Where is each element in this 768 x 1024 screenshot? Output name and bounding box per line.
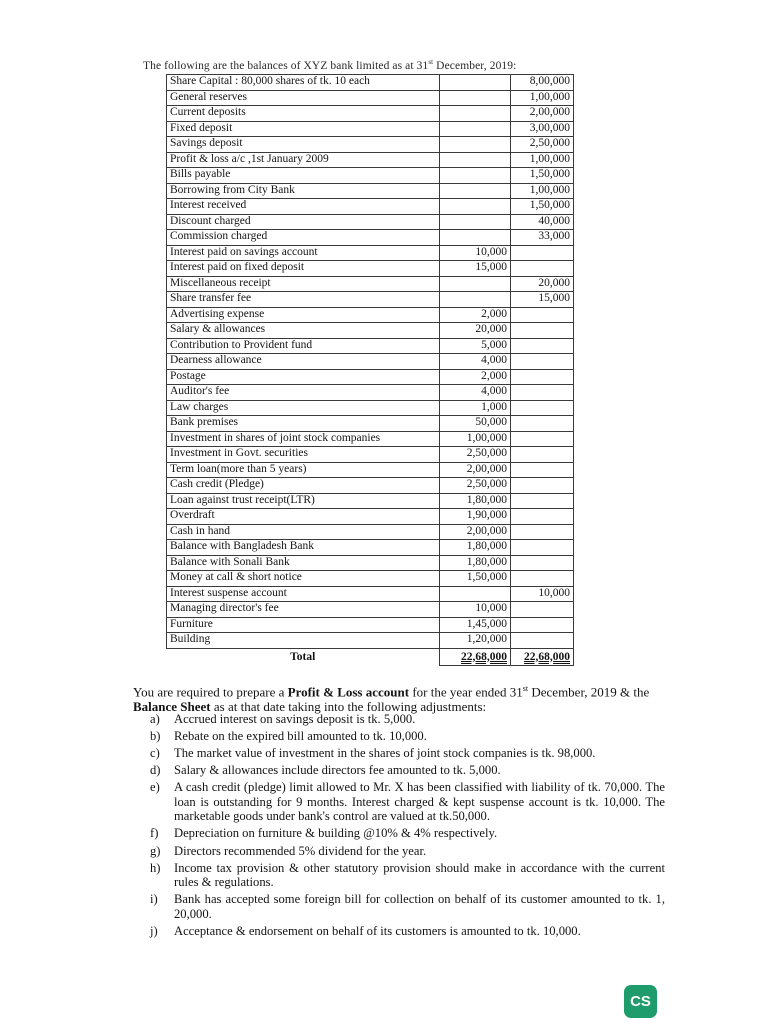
list-item bbox=[150, 763, 665, 778]
row-credit: 15,000 bbox=[511, 292, 574, 308]
adjustment-marker: c) bbox=[150, 746, 160, 761]
row-credit bbox=[511, 478, 574, 494]
trial-balance-table bbox=[166, 74, 574, 666]
row-particular: Profit & loss a/c ,1st January 2009 bbox=[167, 152, 440, 168]
row-debit: 2,50,000 bbox=[440, 478, 511, 494]
row-credit: 40,000 bbox=[511, 214, 574, 230]
table-row bbox=[167, 230, 574, 246]
table-row bbox=[167, 555, 574, 571]
row-debit bbox=[440, 183, 511, 199]
row-particular: Investment in Govt. securities bbox=[167, 447, 440, 463]
row-debit: 4,000 bbox=[440, 385, 511, 401]
list-item bbox=[150, 712, 665, 727]
table-row bbox=[167, 261, 574, 277]
row-debit bbox=[440, 90, 511, 106]
row-credit bbox=[511, 261, 574, 277]
table-row bbox=[167, 338, 574, 354]
table-row bbox=[167, 586, 574, 602]
row-credit bbox=[511, 416, 574, 432]
row-credit bbox=[511, 509, 574, 525]
row-particular: Balance with Bangladesh Bank bbox=[167, 540, 440, 556]
row-credit: 2,00,000 bbox=[511, 106, 574, 122]
row-debit bbox=[440, 137, 511, 153]
row-credit bbox=[511, 245, 574, 261]
row-debit: 2,000 bbox=[440, 307, 511, 323]
list-item bbox=[150, 729, 665, 744]
adjustment-text: Bank has accepted some foreign bill for collection on behalf of its customer amounted to tk. 1, 20,000. bbox=[174, 892, 665, 921]
row-particular: Postage bbox=[167, 369, 440, 385]
adjustment-text: Salary & allowances include directors fee amounted to tk. 5,000. bbox=[174, 763, 501, 778]
list-item bbox=[150, 861, 665, 890]
row-particular: Advertising expense bbox=[167, 307, 440, 323]
total-row bbox=[167, 648, 574, 666]
row-debit bbox=[440, 586, 511, 602]
table-row bbox=[167, 307, 574, 323]
adjustment-marker: j) bbox=[150, 923, 158, 938]
table-row bbox=[167, 416, 574, 432]
row-credit bbox=[511, 354, 574, 370]
total-label: Total bbox=[167, 648, 440, 666]
row-credit bbox=[511, 323, 574, 339]
row-debit: 10,000 bbox=[440, 602, 511, 618]
adjustment-text: Depreciation on furniture & building @10% & 4% respectively. bbox=[174, 826, 498, 841]
row-particular: Contribution to Provident fund bbox=[167, 338, 440, 354]
row-particular: Cash credit (Pledge) bbox=[167, 478, 440, 494]
row-credit bbox=[511, 524, 574, 540]
row-particular: Loan against trust receipt(LTR) bbox=[167, 493, 440, 509]
row-credit bbox=[511, 633, 574, 649]
row-particular: Salary & allowances bbox=[167, 323, 440, 339]
row-debit bbox=[440, 292, 511, 308]
camscanner-logo-icon: CS bbox=[624, 985, 657, 1018]
adjustment-marker: h) bbox=[150, 860, 161, 875]
row-credit bbox=[511, 571, 574, 587]
row-credit bbox=[511, 555, 574, 571]
table-row bbox=[167, 369, 574, 385]
row-particular: Managing director's fee bbox=[167, 602, 440, 618]
row-credit bbox=[511, 385, 574, 401]
list-item bbox=[150, 746, 665, 761]
table-row bbox=[167, 509, 574, 525]
task-profit-loss: Profit & Loss account bbox=[287, 684, 410, 700]
row-debit: 1,90,000 bbox=[440, 509, 511, 525]
row-credit: 20,000 bbox=[511, 276, 574, 292]
row-particular: Interest received bbox=[167, 199, 440, 215]
row-credit: 1,00,000 bbox=[511, 152, 574, 168]
table-row bbox=[167, 245, 574, 261]
row-credit bbox=[511, 307, 574, 323]
row-debit: 1,45,000 bbox=[440, 617, 511, 633]
table-row bbox=[167, 462, 574, 478]
row-debit: 1,80,000 bbox=[440, 540, 511, 556]
task-part1: You are required to prepare a bbox=[133, 684, 288, 700]
row-particular: Borrowing from City Bank bbox=[167, 183, 440, 199]
row-debit: 2,50,000 bbox=[440, 447, 511, 463]
table-row bbox=[167, 183, 574, 199]
table-row bbox=[167, 323, 574, 339]
row-particular: Share Capital : 80,000 shares of tk. 10 each bbox=[167, 75, 440, 91]
row-particular: Cash in hand bbox=[167, 524, 440, 540]
table-row bbox=[167, 90, 574, 106]
list-item bbox=[150, 892, 665, 921]
row-particular: Commission charged bbox=[167, 230, 440, 246]
row-particular: Building bbox=[167, 633, 440, 649]
intro-sup: st bbox=[428, 58, 434, 66]
row-debit: 5,000 bbox=[440, 338, 511, 354]
row-debit bbox=[440, 199, 511, 215]
table-row bbox=[167, 633, 574, 649]
row-debit bbox=[440, 276, 511, 292]
table-row bbox=[167, 602, 574, 618]
row-credit: 2,50,000 bbox=[511, 137, 574, 153]
table-row bbox=[167, 121, 574, 137]
adjustment-text: Income tax provision & other statutory provision should make in accordance with the current rules & regulations. bbox=[174, 860, 665, 890]
table-row bbox=[167, 447, 574, 463]
row-debit: 20,000 bbox=[440, 323, 511, 339]
row-debit: 1,50,000 bbox=[440, 571, 511, 587]
row-credit bbox=[511, 462, 574, 478]
table-row bbox=[167, 354, 574, 370]
row-particular: Investment in shares of joint stock companies bbox=[167, 431, 440, 447]
row-particular: Auditor's fee bbox=[167, 385, 440, 401]
table-row bbox=[167, 385, 574, 401]
table-row bbox=[167, 168, 574, 184]
task-part4: as at that date taking into the following adjustments: bbox=[210, 699, 487, 715]
row-credit bbox=[511, 540, 574, 556]
adjustment-text: Acceptance & endorsement on behalf of its customers is amounted to tk. 10,000. bbox=[174, 923, 581, 938]
table-row bbox=[167, 478, 574, 494]
adjustment-marker: i) bbox=[150, 892, 158, 907]
row-particular: Interest paid on fixed deposit bbox=[167, 261, 440, 277]
adjustment-marker: g) bbox=[150, 843, 161, 858]
list-item bbox=[150, 826, 665, 841]
row-debit: 1,80,000 bbox=[440, 555, 511, 571]
table-row bbox=[167, 571, 574, 587]
row-debit bbox=[440, 230, 511, 246]
adjustment-marker: f) bbox=[150, 826, 159, 841]
row-credit: 1,50,000 bbox=[511, 199, 574, 215]
row-credit: 1,00,000 bbox=[511, 90, 574, 106]
table-row bbox=[167, 617, 574, 633]
row-particular: Fixed deposit bbox=[167, 121, 440, 137]
row-particular: Balance with Sonali Bank bbox=[167, 555, 440, 571]
row-particular: Interest paid on savings account bbox=[167, 245, 440, 261]
table-row bbox=[167, 214, 574, 230]
table-row bbox=[167, 152, 574, 168]
table-row bbox=[167, 106, 574, 122]
adjustment-text: A cash credit (pledge) limit allowed to Mr. X has been classified with liability of tk. 70,000. The loan is outstanding for 9 months. Interest charged & kept suspense account is tk. 10,000. The marketable goods under bank's control are valued at tk.50,000. bbox=[174, 780, 665, 824]
row-particular: Interest suspense account bbox=[167, 586, 440, 602]
row-particular: Term loan(more than 5 years) bbox=[167, 462, 440, 478]
table-row bbox=[167, 276, 574, 292]
task-sup: st bbox=[522, 684, 529, 693]
table-row bbox=[167, 292, 574, 308]
row-debit bbox=[440, 214, 511, 230]
row-credit: 8,00,000 bbox=[511, 75, 574, 91]
table-row bbox=[167, 75, 574, 91]
row-credit: 3,00,000 bbox=[511, 121, 574, 137]
row-debit: 1,00,000 bbox=[440, 431, 511, 447]
row-particular: Savings deposit bbox=[167, 137, 440, 153]
table-row bbox=[167, 137, 574, 153]
task-instructions bbox=[133, 681, 663, 714]
row-debit: 15,000 bbox=[440, 261, 511, 277]
row-particular: Bank premises bbox=[167, 416, 440, 432]
row-particular: Share transfer fee bbox=[167, 292, 440, 308]
intro-text-end: December, 2019: bbox=[433, 59, 517, 72]
total-credit: 22,68,000 bbox=[511, 648, 574, 666]
row-debit: 4,000 bbox=[440, 354, 511, 370]
row-debit bbox=[440, 106, 511, 122]
list-item bbox=[150, 844, 665, 859]
adjustment-marker: d) bbox=[150, 763, 161, 778]
trial-balance-body bbox=[167, 75, 574, 649]
list-item bbox=[150, 780, 665, 824]
row-debit: 1,80,000 bbox=[440, 493, 511, 509]
row-particular: Bills payable bbox=[167, 168, 440, 184]
row-credit bbox=[511, 493, 574, 509]
row-debit bbox=[440, 168, 511, 184]
row-credit bbox=[511, 447, 574, 463]
row-debit: 50,000 bbox=[440, 416, 511, 432]
table-row bbox=[167, 524, 574, 540]
task-part2: for the year ended 31 bbox=[409, 684, 523, 700]
row-credit bbox=[511, 602, 574, 618]
adjustment-marker: e) bbox=[150, 780, 160, 795]
table-row bbox=[167, 540, 574, 556]
row-debit: 2,00,000 bbox=[440, 462, 511, 478]
row-particular: General reserves bbox=[167, 90, 440, 106]
row-particular: Law charges bbox=[167, 400, 440, 416]
table-row bbox=[167, 400, 574, 416]
table-row bbox=[167, 493, 574, 509]
row-debit: 2,000 bbox=[440, 369, 511, 385]
row-particular: Overdraft bbox=[167, 509, 440, 525]
row-particular: Dearness allowance bbox=[167, 354, 440, 370]
row-credit bbox=[511, 400, 574, 416]
row-debit: 2,00,000 bbox=[440, 524, 511, 540]
row-debit bbox=[440, 121, 511, 137]
adjustment-text: Rebate on the expired bill amounted to tk. 10,000. bbox=[174, 729, 427, 744]
row-debit: 1,20,000 bbox=[440, 633, 511, 649]
row-credit bbox=[511, 369, 574, 385]
row-debit: 10,000 bbox=[440, 245, 511, 261]
adjustment-text: Accrued interest on savings deposit is tk. 5,000. bbox=[174, 712, 416, 726]
row-debit: 1,000 bbox=[440, 400, 511, 416]
row-credit: 33,000 bbox=[511, 230, 574, 246]
row-particular: Current deposits bbox=[167, 106, 440, 122]
row-particular: Discount charged bbox=[167, 214, 440, 230]
row-credit: 1,50,000 bbox=[511, 168, 574, 184]
adjustment-text: Directors recommended 5% dividend for the year. bbox=[174, 843, 427, 858]
row-credit bbox=[511, 431, 574, 447]
row-debit bbox=[440, 152, 511, 168]
row-credit: 1,00,000 bbox=[511, 183, 574, 199]
adjustment-marker: b) bbox=[150, 729, 161, 744]
intro-text: The following are the balances of XYZ bank limited as at 31 bbox=[143, 59, 429, 72]
row-particular: Miscellaneous receipt bbox=[167, 276, 440, 292]
total-debit: 22,68,000 bbox=[440, 648, 511, 666]
row-particular: Money at call & short notice bbox=[167, 571, 440, 587]
task-balance-sheet: Balance Sheet bbox=[133, 699, 211, 715]
row-particular: Furniture bbox=[167, 617, 440, 633]
table-row bbox=[167, 431, 574, 447]
list-item bbox=[150, 924, 665, 939]
adjustments-list bbox=[150, 712, 665, 941]
row-credit: 10,000 bbox=[511, 586, 574, 602]
task-part3: December, 2019 & the bbox=[528, 684, 650, 700]
row-credit bbox=[511, 617, 574, 633]
row-debit bbox=[440, 75, 511, 91]
intro-line bbox=[143, 58, 516, 72]
row-credit bbox=[511, 338, 574, 354]
table-row bbox=[167, 199, 574, 215]
adjustment-text: The market value of investment in the shares of joint stock companies is tk. 98,000. bbox=[174, 746, 596, 761]
adjustment-marker: a) bbox=[150, 712, 160, 726]
